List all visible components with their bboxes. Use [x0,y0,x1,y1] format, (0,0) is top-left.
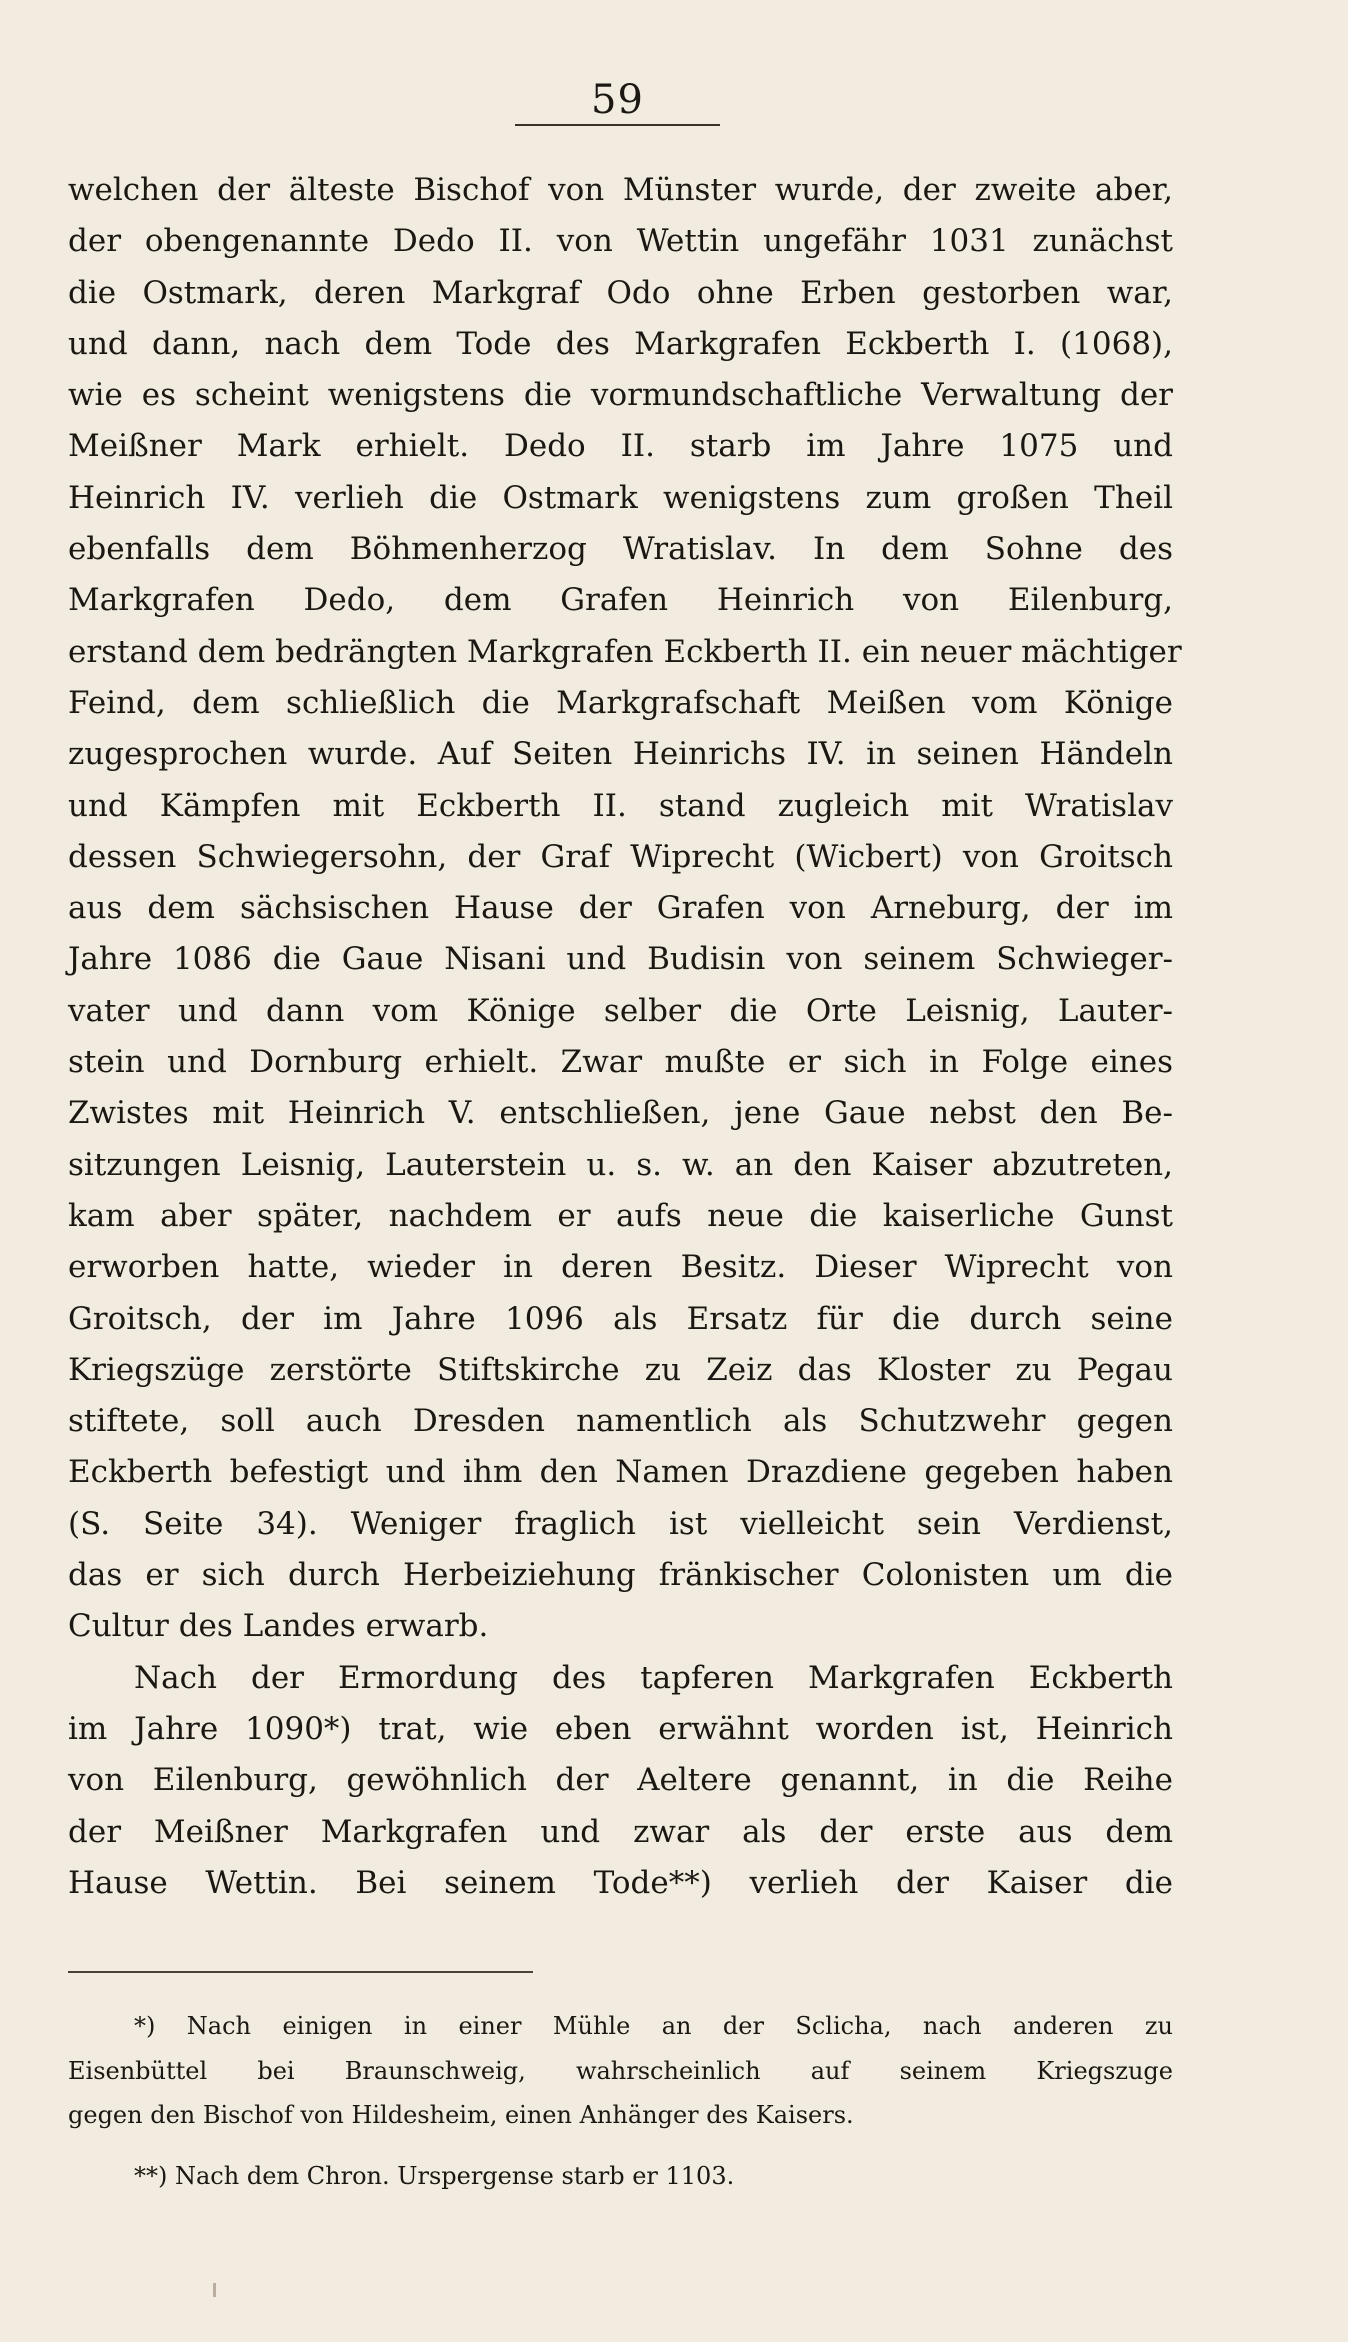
body-line: welchen der älteste Bischof von Münster wurde, der zweite aber, [68,172,1173,208]
paper-speck [213,2283,216,2297]
footnote-1-line: gegen den Bischof von Hildesheim, einen Anhänger des Kaisers. [68,2101,854,2129]
body-line: vater und dann vom Könige selber die Orte Leisnig, Lauter- [68,992,1173,1029]
body-line: erstand dem bedrängten Markgrafen Eckberth II. ein neuer mächtiger [68,633,1182,670]
footnote-1-line: Eisenbüttel bei Braunschweig, wahrscheinlich auf seinem Kriegszuge [68,2056,1173,2085]
page-number-rule [515,124,720,126]
body-line: Feind, dem schließlich die Markgrafschaft Meißen vom Könige [68,684,1173,721]
body-line: Meißner Mark erhielt. Dedo II. starb im Jahre 1075 und [68,428,1173,465]
body-line: im Jahre 1090*) trat, wie eben erwähnt worden ist, Heinrich [68,1710,1173,1747]
body-line: Eckberth befestigt und ihm den Namen Drazdiene gegeben haben [68,1454,1173,1491]
body-line: sitzungen Leisnig, Lauterstein u. s. w. an den Kaiser abzutreten, [68,1146,1173,1183]
body-line: Kriegszüge zerstörte Stiftskirche zu Zeiz das Kloster zu Pegau [68,1351,1173,1388]
page-number: 59 [591,77,644,123]
body-line: aus dem sächsischen Hause der Grafen von Arneburg, der im [68,890,1173,927]
body-line: die Ostmark, deren Markgraf Odo ohne Erben gestorben war, [68,274,1173,311]
footnote-1-line: *) Nach einigen in einer Mühle an der Sclicha, nach anderen zu [134,2012,1173,2040]
body-line: ebenfalls dem Böhmenherzog Wratislav. In dem Sohne des [68,531,1173,568]
body-line: das er sich durch Herbeiziehung fränkischer Colonisten um die [68,1557,1173,1594]
body-line: dessen Schwiegersohn, der Graf Wiprecht (Wicbert) von Groitsch [68,838,1173,875]
body-line: stiftete, soll auch Dresden namentlich als Schutzwehr gegen [68,1403,1173,1440]
body-line: erworben hatte, wieder in deren Besitz. Dieser Wiprecht von [68,1249,1173,1286]
body-line: Jahre 1086 die Gaue Nisani und Budisin von seinem Schwieger- [68,941,1173,978]
body-line-paragraph-end: Cultur des Landes erwarb. [68,1608,489,1645]
body-line: Zwistes mit Heinrich V. entschließen, jene Gaue nebst den Be- [68,1095,1173,1132]
body-line: und dann, nach dem Tode des Markgrafen Eckberth I. (1068), [68,325,1173,362]
body-line: Markgrafen Dedo, dem Grafen Heinrich von Eilenburg, [68,582,1173,619]
body-line: Hause Wettin. Bei seinem Tode**) verlieh der Kaiser die [68,1864,1173,1901]
body-line: Heinrich IV. verlieh die Ostmark wenigstens zum großen Theil [68,479,1173,516]
body-line: wie es scheint wenigstens die vormundschaftliche Verwaltung der [68,377,1173,414]
body-line: Groitsch, der im Jahre 1096 als Ersatz für die durch seine [68,1300,1173,1337]
body-line-paragraph-start: Nach der Ermordung des tapferen Markgrafen Eckberth [134,1659,1173,1696]
body-line: der obengenannte Dedo II. von Wettin ungefähr 1031 zunächst [68,223,1173,260]
body-line: (S. Seite 34). Weniger fraglich ist vielleicht sein Verdienst, [68,1505,1173,1542]
body-line: kam aber später, nachdem er aufs neue die kaiserliche Gunst [68,1197,1173,1234]
body-line: stein und Dornburg erhielt. Zwar mußte er sich in Folge eines [68,1044,1173,1081]
body-line: von Eilenburg, gewöhnlich der Aeltere genannt, in die Reihe [68,1762,1173,1799]
footnote-separator [68,1971,533,1973]
body-line: und Kämpfen mit Eckberth II. stand zugleich mit Wratislav [68,787,1173,824]
body-line: der Meißner Markgrafen und zwar als der erste aus dem [68,1813,1173,1850]
footnotes [68,2004,1173,2198]
body-line: zugesprochen wurde. Auf Seiten Heinrichs IV. in seinen Händeln [68,736,1173,773]
footnote-2: **) Nach dem Chron. Urspergense starb er 1103. [134,2161,735,2190]
body-text [68,165,1182,1909]
